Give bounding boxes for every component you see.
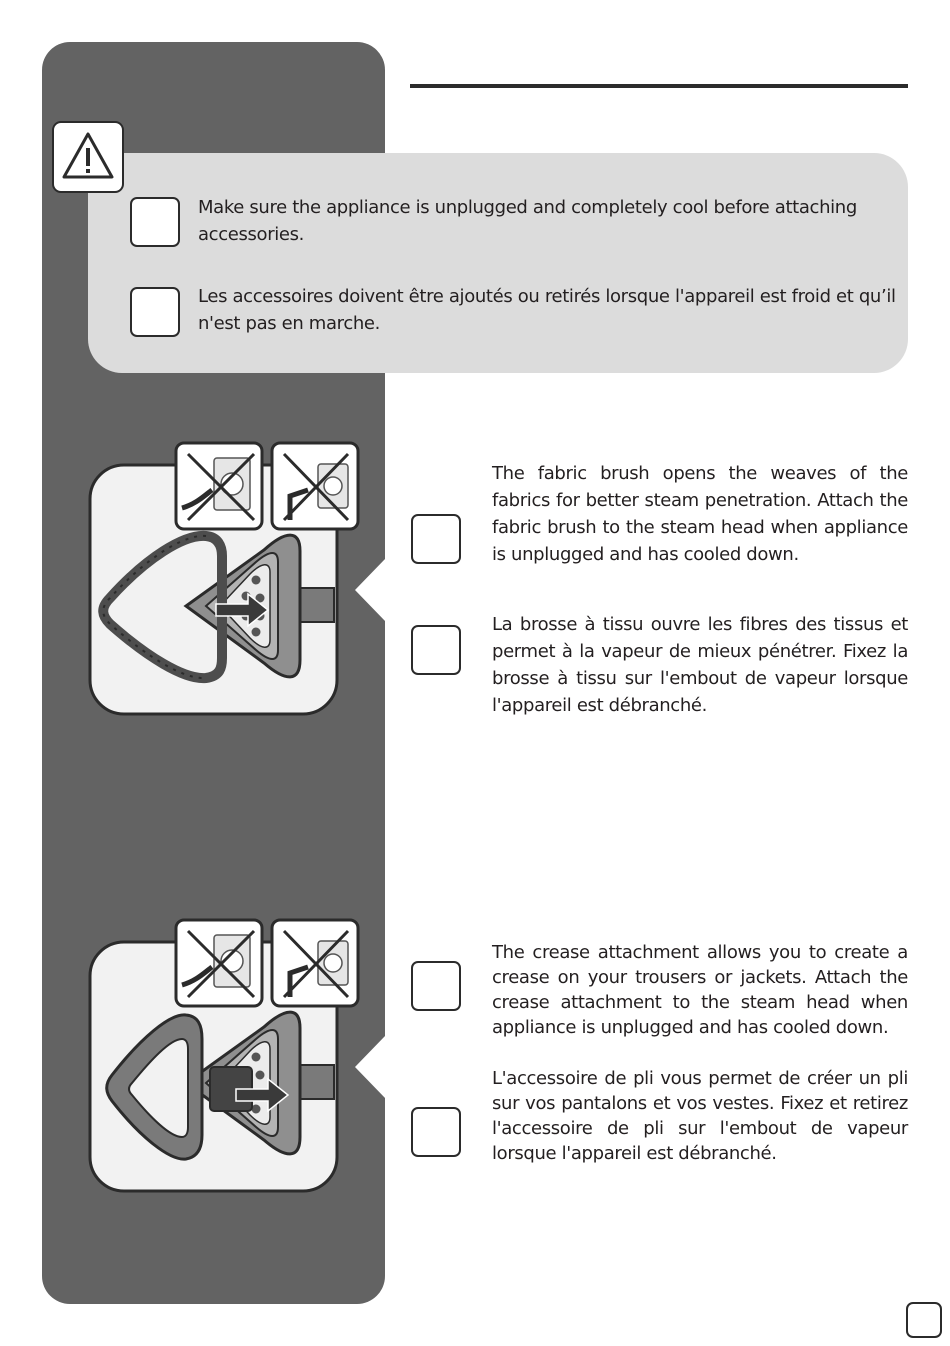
language-code-box-en [130,197,180,247]
fabric-brush-text-fr: La brosse à tissu ouvre les fibres des tissus et permet à la vapeur de mieux pénétrer. Fixez la brosse à tissu sur l'embout de vapeur lorsque l'appareil est débranché. [492,614,908,716]
crease-attachment-text-en: The crease attachment allows you to create a crease on your trousers or jackets. Attach the crease attachment to the steam head when appliance is unplugged and has cooled down. [492,942,908,1038]
warning-text-fr: Les accessoires doivent être ajoutés ou retirés lorsque l'appareil est froid et qu’il n'est pas en marche. [198,286,896,334]
title-rule [410,84,908,88]
language-code-box-fr [130,287,180,337]
fabric-brush-text-en: The fabric brush opens the weaves of the fabrics for better steam penetration. Attach the fabric brush to the steam head when appliance is unplugged and has cooled down. [492,463,908,565]
warning-triangle-icon [52,121,124,193]
language-code-box-fr [411,1107,461,1157]
page-number-box [906,1302,942,1338]
language-code-box-en [411,961,461,1011]
crease-attachment-illustration [86,915,364,1197]
language-code-box-fr [411,625,461,675]
language-code-box-en [411,514,461,564]
fabric-brush-illustration [86,438,364,720]
warning-text-en: Make sure the appliance is unplugged and completely cool before attaching accessories. [198,197,857,245]
crease-attachment-text-fr: L'accessoire de pli vous permet de créer un pli sur vos pantalons et vos vestes. Fixez et retirez l'accessoire de pli sur l'embout de vapeur lorsque l'appareil est débranché. [492,1068,908,1164]
warning-panel [88,153,908,373]
